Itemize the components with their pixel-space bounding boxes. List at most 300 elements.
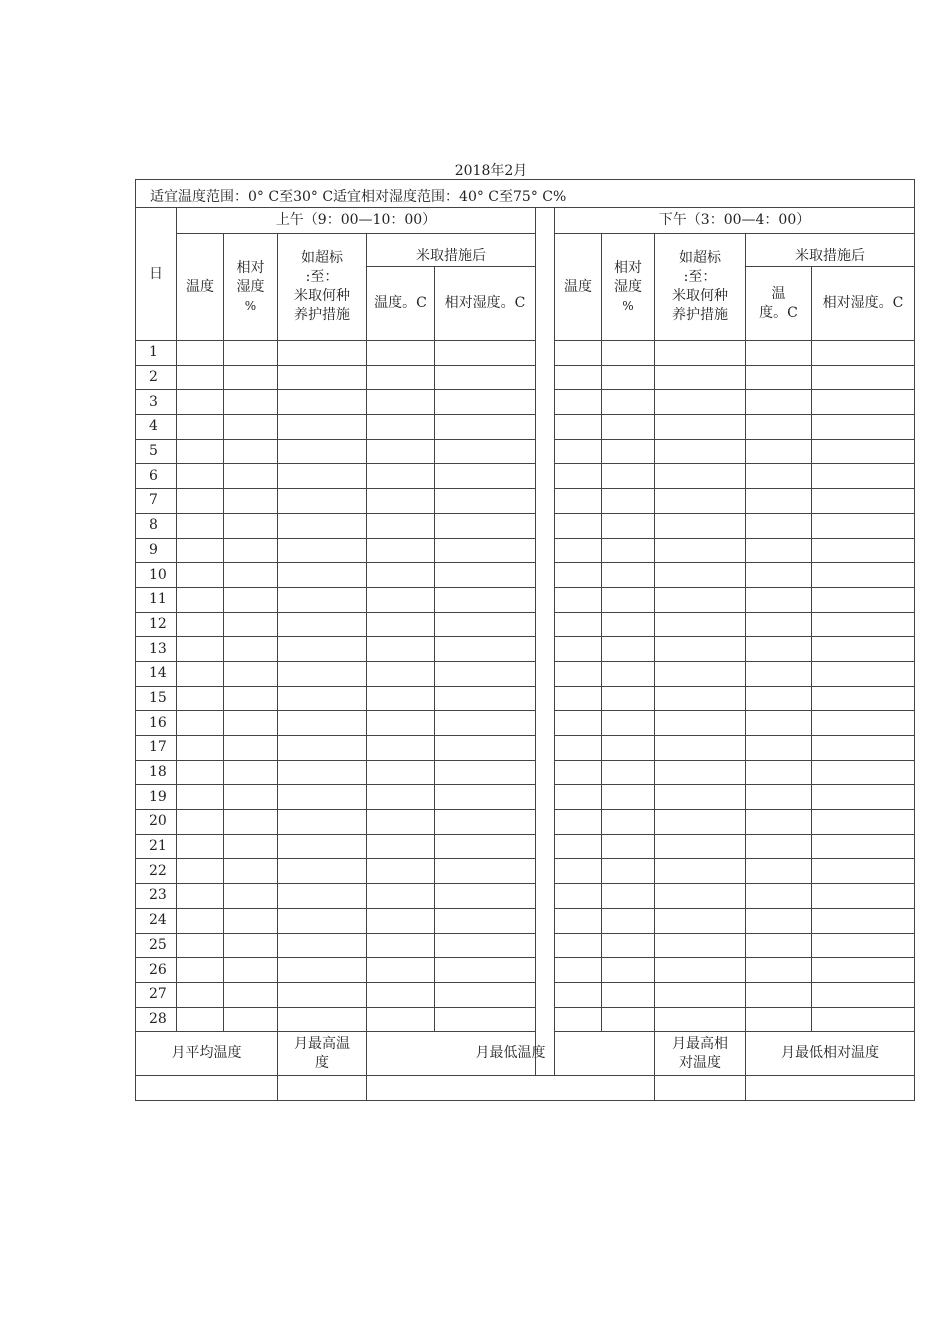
afternoon-after-temp-cell[interactable] bbox=[746, 390, 812, 415]
afternoon-measure-cell[interactable] bbox=[655, 686, 746, 711]
afternoon-after-temp-cell[interactable] bbox=[746, 563, 812, 588]
afternoon-measure-cell[interactable] bbox=[655, 365, 746, 390]
morning-measure-cell[interactable] bbox=[278, 933, 367, 958]
afternoon-humidity-cell[interactable] bbox=[602, 365, 655, 390]
morning-measure-cell[interactable] bbox=[278, 785, 367, 810]
morning-temp-cell[interactable] bbox=[177, 464, 224, 489]
afternoon-humidity-cell[interactable] bbox=[602, 513, 655, 538]
afternoon-after-humidity-cell[interactable] bbox=[812, 538, 915, 563]
afternoon-after-temp-cell[interactable] bbox=[746, 587, 812, 612]
afternoon-after-temp-cell[interactable] bbox=[746, 686, 812, 711]
morning-after-humidity-cell[interactable] bbox=[435, 439, 536, 464]
morning-humidity-cell[interactable] bbox=[224, 958, 278, 983]
morning-after-temp-cell[interactable] bbox=[367, 736, 435, 761]
morning-humidity-cell[interactable] bbox=[224, 686, 278, 711]
month-avg-temp-value[interactable] bbox=[136, 1076, 278, 1101]
afternoon-after-temp-cell[interactable] bbox=[746, 637, 812, 662]
afternoon-humidity-line-1: 相对 bbox=[614, 259, 642, 276]
afternoon-humidity-cell[interactable] bbox=[602, 686, 655, 711]
afternoon-humidity-cell[interactable] bbox=[602, 587, 655, 612]
afternoon-humidity-cell[interactable] bbox=[602, 439, 655, 464]
afternoon-humidity-cell[interactable] bbox=[602, 415, 655, 440]
afternoon-temp-cell[interactable] bbox=[555, 760, 602, 785]
morning-measure-cell[interactable] bbox=[278, 908, 367, 933]
afternoon-humidity-cell[interactable] bbox=[602, 933, 655, 958]
afternoon-after-temp-cell[interactable] bbox=[746, 785, 812, 810]
afternoon-measure-cell[interactable] bbox=[655, 884, 746, 909]
afternoon-temp-cell[interactable] bbox=[555, 489, 602, 514]
afternoon-temp-cell[interactable] bbox=[555, 810, 602, 835]
morning-after-humidity-cell[interactable] bbox=[435, 612, 536, 637]
morning-temp-cell[interactable] bbox=[177, 834, 224, 859]
afternoon-after-humidity-cell[interactable] bbox=[812, 637, 915, 662]
morning-temp-cell[interactable] bbox=[177, 884, 224, 909]
afternoon-after-temp-cell[interactable] bbox=[746, 933, 812, 958]
morning-temp-cell[interactable] bbox=[177, 612, 224, 637]
afternoon-after-humidity-cell[interactable] bbox=[812, 612, 915, 637]
afternoon-humidity-cell[interactable] bbox=[602, 1007, 655, 1032]
afternoon-humidity-cell[interactable] bbox=[602, 834, 655, 859]
afternoon-measure-cell[interactable] bbox=[655, 736, 746, 761]
afternoon-humidity-cell[interactable] bbox=[602, 612, 655, 637]
afternoon-temp-cell[interactable] bbox=[555, 439, 602, 464]
table-row bbox=[136, 958, 915, 983]
afternoon-after-humidity-cell[interactable] bbox=[812, 341, 915, 366]
afternoon-humidity-cell[interactable] bbox=[602, 711, 655, 736]
afternoon-measure-cell[interactable] bbox=[655, 464, 746, 489]
morning-humidity-cell[interactable] bbox=[224, 439, 278, 464]
morning-after-temp-cell[interactable] bbox=[367, 365, 435, 390]
morning-humidity-cell[interactable] bbox=[224, 612, 278, 637]
afternoon-temp-cell[interactable] bbox=[555, 612, 602, 637]
afternoon-after-temp-cell[interactable] bbox=[746, 513, 812, 538]
afternoon-temp-cell[interactable] bbox=[555, 933, 602, 958]
afternoon-temp-cell[interactable] bbox=[555, 834, 602, 859]
afternoon-measure-cell[interactable] bbox=[655, 637, 746, 662]
afternoon-temp-cell[interactable] bbox=[555, 563, 602, 588]
afternoon-temp-cell[interactable] bbox=[555, 365, 602, 390]
morning-after-temp-cell[interactable] bbox=[367, 859, 435, 884]
afternoon-humidity-cell[interactable] bbox=[602, 908, 655, 933]
table-row bbox=[136, 637, 915, 662]
morning-after-humidity-cell[interactable] bbox=[435, 563, 536, 588]
morning-exceed-line-1: 如超标 bbox=[301, 250, 343, 266]
afternoon-after-humidity-cell[interactable] bbox=[812, 785, 915, 810]
afternoon-measure-cell[interactable] bbox=[655, 341, 746, 366]
month-max-humidity-value[interactable] bbox=[655, 1076, 746, 1101]
afternoon-measure-cell[interactable] bbox=[655, 711, 746, 736]
afternoon-humidity-cell[interactable] bbox=[602, 390, 655, 415]
morning-measure-cell[interactable] bbox=[278, 958, 367, 983]
morning-measure-cell[interactable] bbox=[278, 538, 367, 563]
afternoon-after-temp-cell[interactable] bbox=[746, 415, 812, 440]
day-number: 13 bbox=[136, 637, 177, 662]
morning-humidity-cell[interactable] bbox=[224, 563, 278, 588]
afternoon-measure-cell[interactable] bbox=[655, 415, 746, 440]
morning-after-temp-cell[interactable] bbox=[367, 538, 435, 563]
afternoon-after-temp-cell[interactable] bbox=[746, 859, 812, 884]
afternoon-humidity-cell[interactable] bbox=[602, 538, 655, 563]
morning-temp-cell[interactable] bbox=[177, 933, 224, 958]
afternoon-measure-cell[interactable] bbox=[655, 933, 746, 958]
morning-after-humidity-cell[interactable] bbox=[435, 958, 536, 983]
morning-temp-cell[interactable] bbox=[177, 785, 224, 810]
afternoon-humidity-cell[interactable] bbox=[602, 958, 655, 983]
afternoon-after-humidity-cell[interactable] bbox=[812, 365, 915, 390]
morning-after-humidity-cell[interactable] bbox=[435, 736, 536, 761]
morning-after-humidity-cell[interactable] bbox=[435, 785, 536, 810]
morning-measure-cell[interactable] bbox=[278, 637, 367, 662]
afternoon-after-temp-cell[interactable] bbox=[746, 612, 812, 637]
morning-after-temp-cell[interactable] bbox=[367, 760, 435, 785]
afternoon-after-humidity-cell[interactable] bbox=[812, 884, 915, 909]
afternoon-after-humidity-cell[interactable] bbox=[812, 563, 915, 588]
afternoon-temp-cell[interactable] bbox=[555, 415, 602, 440]
morning-after-temp-cell[interactable] bbox=[367, 661, 435, 686]
day-number: 19 bbox=[136, 785, 177, 810]
afternoon-after-temp-cell[interactable] bbox=[746, 982, 812, 1007]
morning-after-humidity-cell[interactable] bbox=[435, 908, 536, 933]
afternoon-humidity-cell[interactable] bbox=[602, 341, 655, 366]
morning-temp-cell[interactable] bbox=[177, 637, 224, 662]
afternoon-measure-cell[interactable] bbox=[655, 587, 746, 612]
morning-temp-cell[interactable] bbox=[177, 563, 224, 588]
morning-humidity-cell[interactable] bbox=[224, 908, 278, 933]
afternoon-after-humidity-cell[interactable] bbox=[812, 982, 915, 1007]
morning-temp-cell[interactable] bbox=[177, 760, 224, 785]
morning-after-humidity-cell[interactable] bbox=[435, 587, 536, 612]
morning-after-humidity-cell[interactable] bbox=[435, 464, 536, 489]
afternoon-humidity-cell[interactable] bbox=[602, 736, 655, 761]
morning-humidity-cell[interactable] bbox=[224, 810, 278, 835]
afternoon-measure-cell[interactable] bbox=[655, 908, 746, 933]
month-max-temp-label bbox=[278, 1032, 367, 1076]
morning-temp-cell[interactable] bbox=[177, 958, 224, 983]
morning-measure-cell[interactable] bbox=[278, 661, 367, 686]
afternoon-measure-cell[interactable] bbox=[655, 612, 746, 637]
afternoon-after-humidity-cell[interactable] bbox=[812, 834, 915, 859]
afternoon-after-humidity-cell[interactable] bbox=[812, 513, 915, 538]
morning-after-humidity-cell[interactable] bbox=[435, 513, 536, 538]
afternoon-after-humidity-cell[interactable] bbox=[812, 760, 915, 785]
morning-after-humidity-cell[interactable] bbox=[435, 365, 536, 390]
afternoon-measure-cell[interactable] bbox=[655, 834, 746, 859]
afternoon-humidity-cell[interactable] bbox=[602, 884, 655, 909]
afternoon-after-humidity-cell[interactable] bbox=[812, 661, 915, 686]
afternoon-after-humidity-cell[interactable] bbox=[812, 711, 915, 736]
afternoon-measure-cell[interactable] bbox=[655, 810, 746, 835]
month-max-temp-value[interactable] bbox=[278, 1076, 367, 1101]
morning-humidity-cell[interactable] bbox=[224, 637, 278, 662]
morning-after-humidity-cell[interactable] bbox=[435, 810, 536, 835]
afternoon-measure-cell[interactable] bbox=[655, 439, 746, 464]
morning-after-humidity-cell[interactable] bbox=[435, 760, 536, 785]
afternoon-after-humidity-cell[interactable] bbox=[812, 464, 915, 489]
morning-humidity-cell[interactable] bbox=[224, 933, 278, 958]
afternoon-after-temp-cell[interactable] bbox=[746, 661, 812, 686]
morning-measure-cell[interactable] bbox=[278, 711, 367, 736]
table-row bbox=[136, 538, 915, 563]
morning-exceed-line-3: 米取何种 bbox=[294, 288, 350, 304]
afternoon-after-temp-cell[interactable] bbox=[746, 489, 812, 514]
morning-after-temp-cell[interactable] bbox=[367, 390, 435, 415]
afternoon-temp-cell[interactable] bbox=[555, 686, 602, 711]
morning-humidity-cell[interactable] bbox=[224, 587, 278, 612]
afternoon-after-temp-cell[interactable] bbox=[746, 958, 812, 983]
afternoon-humidity-cell[interactable] bbox=[602, 661, 655, 686]
table-row bbox=[136, 341, 915, 366]
afternoon-temp-cell[interactable] bbox=[555, 538, 602, 563]
morning-temp-cell[interactable] bbox=[177, 686, 224, 711]
afternoon-after-temp-cell[interactable] bbox=[746, 884, 812, 909]
morning-humidity-cell[interactable] bbox=[224, 661, 278, 686]
morning-humidity-cell[interactable] bbox=[224, 538, 278, 563]
morning-after-temp-cell[interactable] bbox=[367, 1007, 435, 1032]
afternoon-humidity-cell[interactable] bbox=[602, 785, 655, 810]
morning-measure-cell[interactable] bbox=[278, 513, 367, 538]
morning-after-temp-cell[interactable] bbox=[367, 489, 435, 514]
morning-temp-cell[interactable] bbox=[177, 859, 224, 884]
morning-temp-cell[interactable] bbox=[177, 1007, 224, 1032]
morning-humidity-cell[interactable] bbox=[224, 1007, 278, 1032]
afternoon-temp-cell[interactable] bbox=[555, 1007, 602, 1032]
afternoon-humidity-cell[interactable] bbox=[602, 489, 655, 514]
afternoon-temp-cell[interactable] bbox=[555, 785, 602, 810]
morning-after-humidity-cell[interactable] bbox=[435, 933, 536, 958]
afternoon-humidity-cell[interactable] bbox=[602, 810, 655, 835]
morning-temp-cell[interactable] bbox=[177, 538, 224, 563]
morning-measure-cell[interactable] bbox=[278, 489, 367, 514]
morning-humidity-cell[interactable] bbox=[224, 760, 278, 785]
morning-measure-cell[interactable] bbox=[278, 341, 367, 366]
morning-temp-cell[interactable] bbox=[177, 365, 224, 390]
afternoon-humidity-cell[interactable] bbox=[602, 982, 655, 1007]
morning-humidity-cell[interactable] bbox=[224, 834, 278, 859]
afternoon-humidity-cell[interactable] bbox=[602, 464, 655, 489]
afternoon-after-temp-cell[interactable] bbox=[746, 341, 812, 366]
afternoon-measure-cell[interactable] bbox=[655, 1007, 746, 1032]
morning-after-humidity-cell[interactable] bbox=[435, 661, 536, 686]
morning-measure-cell[interactable] bbox=[278, 834, 367, 859]
morning-measure-cell[interactable] bbox=[278, 736, 367, 761]
morning-after-humidity-cell[interactable] bbox=[435, 686, 536, 711]
afternoon-after-humidity-cell[interactable] bbox=[812, 859, 915, 884]
afternoon-humidity-cell[interactable] bbox=[602, 563, 655, 588]
month-min-humidity-value[interactable] bbox=[746, 1076, 915, 1101]
morning-humidity-cell[interactable] bbox=[224, 464, 278, 489]
morning-after-temp-cell[interactable] bbox=[367, 711, 435, 736]
morning-after-temp-cell[interactable] bbox=[367, 587, 435, 612]
morning-measure-cell[interactable] bbox=[278, 464, 367, 489]
morning-humidity-cell[interactable] bbox=[224, 785, 278, 810]
morning-humidity-cell[interactable] bbox=[224, 390, 278, 415]
morning-measure-cell[interactable] bbox=[278, 612, 367, 637]
table-row bbox=[136, 686, 915, 711]
morning-measure-cell[interactable] bbox=[278, 365, 367, 390]
afternoon-measure-cell[interactable] bbox=[655, 563, 746, 588]
morning-temp-cell[interactable] bbox=[177, 439, 224, 464]
morning-temp-cell[interactable] bbox=[177, 489, 224, 514]
afternoon-temp-cell[interactable] bbox=[555, 859, 602, 884]
morning-after-temp-cell[interactable] bbox=[367, 612, 435, 637]
afternoon-after-humidity-cell[interactable] bbox=[812, 1007, 915, 1032]
afternoon-temp-cell[interactable] bbox=[555, 908, 602, 933]
morning-humidity-cell[interactable] bbox=[224, 365, 278, 390]
afternoon-after-temp-cell[interactable] bbox=[746, 810, 812, 835]
afternoon-after-temp-cell[interactable] bbox=[746, 760, 812, 785]
afternoon-temp-cell[interactable] bbox=[555, 637, 602, 662]
afternoon-temp-cell[interactable] bbox=[555, 464, 602, 489]
afternoon-after-temp-cell[interactable] bbox=[746, 834, 812, 859]
afternoon-after-humidity-cell[interactable] bbox=[812, 587, 915, 612]
afternoon-after-humidity-cell[interactable] bbox=[812, 933, 915, 958]
afternoon-after-humidity-cell[interactable] bbox=[812, 958, 915, 983]
morning-humidity-cell[interactable] bbox=[224, 489, 278, 514]
morning-measure-cell[interactable] bbox=[278, 686, 367, 711]
afternoon-measure-cell[interactable] bbox=[655, 760, 746, 785]
afternoon-humidity-cell[interactable] bbox=[602, 637, 655, 662]
morning-after-temp-cell[interactable] bbox=[367, 810, 435, 835]
morning-measure-cell[interactable] bbox=[278, 415, 367, 440]
morning-after-temp-cell[interactable] bbox=[367, 958, 435, 983]
morning-after-temp-cell[interactable] bbox=[367, 341, 435, 366]
afternoon-measure-cell[interactable] bbox=[655, 513, 746, 538]
morning-measure-cell[interactable] bbox=[278, 439, 367, 464]
morning-humidity-cell[interactable] bbox=[224, 736, 278, 761]
afternoon-temp-cell[interactable] bbox=[555, 587, 602, 612]
afternoon-temp-cell[interactable] bbox=[555, 884, 602, 909]
afternoon-temp-cell[interactable] bbox=[555, 661, 602, 686]
afternoon-after-temp-cell[interactable] bbox=[746, 365, 812, 390]
morning-after-humidity-cell[interactable] bbox=[435, 884, 536, 909]
morning-after-temp-cell[interactable] bbox=[367, 933, 435, 958]
temperature-humidity-log-table bbox=[135, 179, 915, 1101]
morning-after-temp-cell[interactable] bbox=[367, 982, 435, 1007]
morning-after-humidity-cell[interactable] bbox=[435, 390, 536, 415]
afternoon-after-humidity-cell[interactable] bbox=[812, 489, 915, 514]
morning-humidity-cell[interactable] bbox=[224, 415, 278, 440]
afternoon-after-humidity-cell[interactable] bbox=[812, 810, 915, 835]
morning-after-humidity-cell[interactable] bbox=[435, 341, 536, 366]
morning-temp-cell[interactable] bbox=[177, 341, 224, 366]
morning-temp-cell[interactable] bbox=[177, 908, 224, 933]
morning-after-humidity-cell[interactable] bbox=[435, 489, 536, 514]
morning-temp-cell[interactable] bbox=[177, 736, 224, 761]
day-number: 10 bbox=[136, 563, 177, 588]
morning-after-temp-cell[interactable] bbox=[367, 908, 435, 933]
afternoon-measure-cell[interactable] bbox=[655, 785, 746, 810]
afternoon-after-humidity-cell[interactable] bbox=[812, 415, 915, 440]
morning-after-temp-cell[interactable] bbox=[367, 637, 435, 662]
morning-after-humidity-cell[interactable] bbox=[435, 1007, 536, 1032]
morning-after-humidity-cell[interactable] bbox=[435, 538, 536, 563]
morning-temp-cell[interactable] bbox=[177, 390, 224, 415]
morning-measure-cell[interactable] bbox=[278, 760, 367, 785]
afternoon-after-temp-cell[interactable] bbox=[746, 439, 812, 464]
day-number: 5 bbox=[136, 439, 177, 464]
morning-temp-cell[interactable] bbox=[177, 513, 224, 538]
morning-humidity-cell[interactable] bbox=[224, 711, 278, 736]
afternoon-after-temp-cell[interactable] bbox=[746, 711, 812, 736]
afternoon-measure-cell[interactable] bbox=[655, 859, 746, 884]
morning-after-temp-cell[interactable] bbox=[367, 785, 435, 810]
afternoon-after-temp-cell[interactable] bbox=[746, 464, 812, 489]
morning-measure-cell[interactable] bbox=[278, 563, 367, 588]
morning-after-temp-cell[interactable] bbox=[367, 464, 435, 489]
morning-after-temp-cell[interactable] bbox=[367, 563, 435, 588]
morning-measure-cell[interactable] bbox=[278, 390, 367, 415]
afternoon-temp-cell[interactable] bbox=[555, 958, 602, 983]
morning-after-humidity-cell[interactable] bbox=[435, 711, 536, 736]
morning-after-humidity-cell[interactable] bbox=[435, 415, 536, 440]
afternoon-after-temp-cell[interactable] bbox=[746, 538, 812, 563]
afternoon-temp-cell[interactable] bbox=[555, 982, 602, 1007]
afternoon-after-humidity-cell[interactable] bbox=[812, 736, 915, 761]
morning-after-humidity-cell[interactable] bbox=[435, 834, 536, 859]
afternoon-humidity-cell[interactable] bbox=[602, 859, 655, 884]
morning-after-humidity-cell[interactable] bbox=[435, 637, 536, 662]
morning-after-temp-cell[interactable] bbox=[367, 513, 435, 538]
month-max-temp-line-1: 月最高温 bbox=[294, 1035, 350, 1052]
morning-humidity-cell[interactable] bbox=[224, 341, 278, 366]
afternoon-temp-cell[interactable] bbox=[555, 711, 602, 736]
morning-after-humidity-cell[interactable] bbox=[435, 982, 536, 1007]
afternoon-after-humidity-cell[interactable] bbox=[812, 908, 915, 933]
morning-humidity-cell[interactable] bbox=[224, 513, 278, 538]
morning-temp-cell[interactable] bbox=[177, 982, 224, 1007]
morning-measure-cell[interactable] bbox=[278, 982, 367, 1007]
morning-after-humidity-cell[interactable] bbox=[435, 859, 536, 884]
afternoon-after-humidity-cell[interactable] bbox=[812, 390, 915, 415]
afternoon-temp-cell[interactable] bbox=[555, 736, 602, 761]
afternoon-after-humidity-cell[interactable] bbox=[812, 686, 915, 711]
afternoon-after-temp-cell[interactable] bbox=[746, 1007, 812, 1032]
morning-temp-cell[interactable] bbox=[177, 661, 224, 686]
afternoon-after-temp-cell[interactable] bbox=[746, 908, 812, 933]
afternoon-humidity-cell[interactable] bbox=[602, 760, 655, 785]
morning-humidity-cell[interactable] bbox=[224, 982, 278, 1007]
morning-humidity-cell[interactable] bbox=[224, 859, 278, 884]
afternoon-measure-cell[interactable] bbox=[655, 982, 746, 1007]
morning-measure-cell[interactable] bbox=[278, 1007, 367, 1032]
afternoon-measure-cell[interactable] bbox=[655, 538, 746, 563]
afternoon-measure-cell[interactable] bbox=[655, 390, 746, 415]
afternoon-measure-cell[interactable] bbox=[655, 958, 746, 983]
morning-measure-cell[interactable] bbox=[278, 587, 367, 612]
morning-after-temp-cell[interactable] bbox=[367, 884, 435, 909]
morning-temp-cell[interactable] bbox=[177, 415, 224, 440]
afternoon-measure-cell[interactable] bbox=[655, 489, 746, 514]
morning-measure-cell[interactable] bbox=[278, 810, 367, 835]
morning-temp-cell[interactable] bbox=[177, 810, 224, 835]
afternoon-measure-cell[interactable] bbox=[655, 661, 746, 686]
morning-temp-cell[interactable] bbox=[177, 587, 224, 612]
morning-after-temp-cell[interactable] bbox=[367, 686, 435, 711]
morning-after-temp-cell[interactable] bbox=[367, 415, 435, 440]
afternoon-after-temp-cell[interactable] bbox=[746, 736, 812, 761]
morning-measure-cell[interactable] bbox=[278, 859, 367, 884]
morning-temp-cell[interactable] bbox=[177, 711, 224, 736]
afternoon-temp-cell[interactable] bbox=[555, 390, 602, 415]
afternoon-temp-cell[interactable] bbox=[555, 513, 602, 538]
afternoon-after-humidity-cell[interactable] bbox=[812, 439, 915, 464]
month-min-temp-value[interactable] bbox=[367, 1076, 655, 1101]
morning-humidity-cell[interactable] bbox=[224, 884, 278, 909]
morning-after-temp-cell[interactable] bbox=[367, 834, 435, 859]
morning-after-temp-cell[interactable] bbox=[367, 439, 435, 464]
morning-measure-cell[interactable] bbox=[278, 884, 367, 909]
afternoon-temp-cell[interactable] bbox=[555, 341, 602, 366]
